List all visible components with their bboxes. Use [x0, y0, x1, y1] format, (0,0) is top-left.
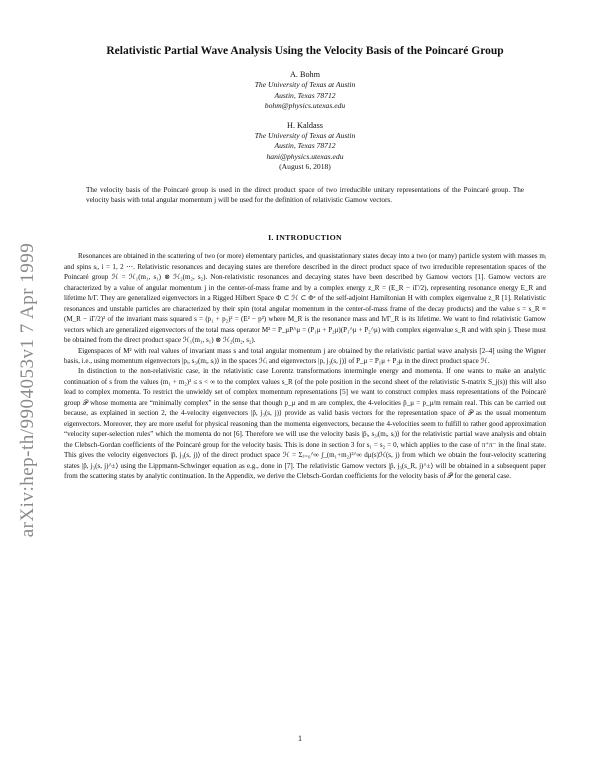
author-city: Austin, Texas 78712: [274, 141, 336, 151]
author-email: bohm@physics.utexas.edu: [264, 101, 346, 111]
author-name: H. Kaldass: [287, 120, 323, 130]
paper-title: Relativistic Partial Wave Analysis Using the Velocity Basis of the Poincaré Group: [106, 45, 504, 57]
body-paragraph: Resonances are obtained in the scattering of two (or more) elementary particles, and quasistationary states decay into a two (or many) particle system with masses mᵢ and spins sᵢ, i = 1, 2 ⋯. Relativistic resonances and decaying states are therefore described in the direct product space of two irreducible representation spaces of the Poincaré group ℋ = ℋ₁(m₁, s₁) ⊗ ℋ₂(m₂, s₂). Non-relativistic resonances and decaying states have been described by Gamow vectors [1]. Gamow vectors are characterized by a value of angular momentum j in the center-of-mass frame and by a complex energy z_R = (E_R − iΓ/2), representing resonance energy E_R and lifetime ħ/Γ. They are generalized eigenvectors in a Rigged Hilbert Space Φ ⊂ ℋ ⊂ Φˣ of the self-adjoint Hamiltonian H with complex eigenvalue z_R [1]. Relativistic resonances and unstable particles are characterized by their spin (total angular momentum in the center-of-mass frame of the decay products) and the value s = s_R ≡ (M_R − iΓ/2)² of the invariant mass squared s = (p₁ + p₂)² = (E² − p²) where M_R is the resonance mass and ħ/Γ_R is its lifetime. We want to find relativistic Gamow vectors which are generalized eigenvectors of the total mass operator M² = P_μP^μ = (P₁μ + P₂μ)(P₁^μ + P₂^μ) with complex eigenvalue s_R and with spin j. These must be obtained from the direct product space ℋ₁(m₁, s₁) ⊗ ℋ₂(m₂, s₂).: [64, 252, 546, 345]
abstract: The velocity basis of the Poincaré group is used in the direct product space of two irreducible unitary representations of the Poincaré group. The velocity basis with total angular momentum j will be used for the definition of relativistic Gamow vectors.: [86, 185, 524, 205]
paper-date: (August 6, 2018): [279, 162, 331, 172]
author-block-1: [64, 70, 546, 112]
page-number: 1: [298, 734, 302, 743]
author-affiliation: The University of Texas at Austin: [254, 131, 356, 141]
author-city: Austin, Texas 78712: [274, 90, 336, 100]
arxiv-sidebar-id: [8, 190, 48, 590]
body-paragraph: Eigenspaces of M² with real values of invariant mass s and total angular momentum j are obtained by the relativistic partial wave analysis [2–4] using the Wigner basis, i.e., using momentum eigenvectors |pᵢ, s₃ᵢ(mᵢ, sᵢ)⟩ in the spaces ℋᵢ and eigenvectors |p, j₃(s, j)⟩ of P_μ = P₁μ + P₂μ in the direct product space ℋ.: [64, 346, 546, 365]
section-heading: I. INTRODUCTION: [268, 233, 342, 243]
arxiv-identifier: arXiv:hep-th/9904053v1 7 Apr 1999: [17, 242, 38, 538]
author-block-2: [64, 121, 546, 173]
body-paragraph: In distinction to the non-relativistic case, in the relativistic case Lorentz transformations intermingle energy and momenta. If one wants to make an analytic continuation of s from the values (m₁ + m₂)² ≤ s < ∞ to the complex values s_R (of the pole position in the second sheet of the relativistic S-matrix S_j(s)) this will also lead to complex momenta. To restrict the unwieldy set of complex momentum representations [5] we want to construct complex mass representations of the Poincaré group 𝒫 whose momenta are “minimally complex” in the sense that though p_μ and m are complex, the 4-velocities p̂_μ = p_μ/m remain real. This can be carried out because, as explained in section 2, the 4-velocity eigenvectors |p̂, j₃(s, j)⟩ provide as valid basis vectors for the representation space of 𝒫 as the usual momentum eigenvectors. Moreover, they are more useful for physical reasoning than the momenta eigenvectors, because the 4-velocities seem to fulfill to rather good approximation “velocity super-selection rules” which the momenta do not [6]. Therefore we will use the velocity basis |p̂ᵢ, s₃ᵢ(mᵢ, sᵢ)⟩ for the relativistic partial wave analysis and obtain the Clebsch-Gordan coefficients of the Poincaré group for the velocity basis. This is done in section 3 for s₁ = s₂ = 0, which applies to the case of π⁺π⁻ in the final state. This gives the velocity eigenvectors |p̂, j₃(s, j)⟩ of the direct product space ℋ = Σⱼ₌₀^∞ ∫_(m₁+m₂)²^∞ dμ(s)ℋ(s, j) from which we obtain the four-velocity scattering states |p̂, j₃(s, j)^±⟩ using the Lippmann-Schwinger equation as e.g., done in [7]. The relativistic Gamow vectors |p̂, j₃(s_R, j)^±⟩ will be obtained in a subsequent paper from the scattering states by analytic continuation. In the Appendix, we derive the Clebsch-Gordan coefficients for the velocity basis of 𝒫 for the general case.: [64, 367, 546, 480]
author-email: hani@physics.utexas.edu: [266, 151, 344, 161]
author-affiliation: The University of Texas at Austin: [254, 80, 356, 90]
paper-page: [64, 45, 546, 481]
author-name: A. Bohm: [289, 70, 321, 79]
